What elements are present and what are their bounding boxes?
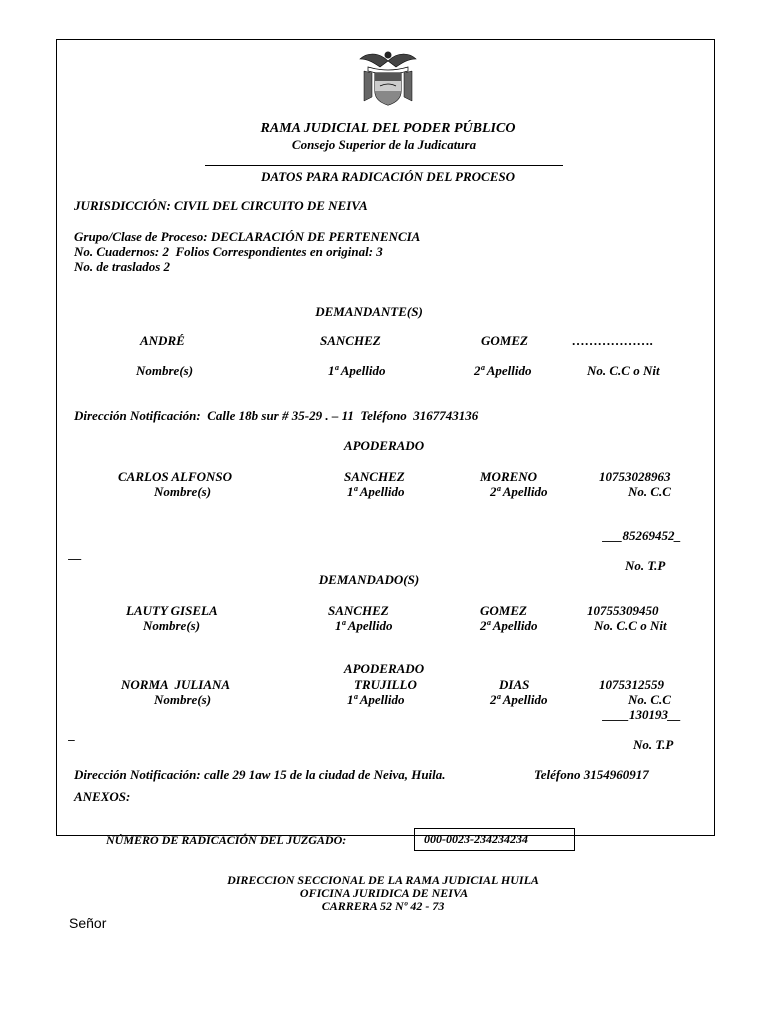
anexos-label: ANEXOS: (74, 789, 131, 804)
apoderado1-tp-value: ___85269452_ (603, 528, 681, 543)
apoderado1-nombre: CARLOS ALFONSO (118, 469, 233, 484)
demandante-label-apellido2: 2ª Apellido (474, 363, 532, 378)
demandado-id: 10755309450 (587, 603, 659, 618)
demandante-id: ………………. (572, 333, 654, 348)
page-subtitle: Consejo Superior de la Judicatura (291, 137, 477, 152)
apoderado2-label-apellido2: 2ª Apellido (490, 692, 548, 707)
notificacion-telefono: Teléfono 3154960917 (534, 767, 649, 782)
apoderado2-label-tp: No. T.P (633, 737, 674, 752)
apoderado2-id: 1075312559 (599, 677, 664, 692)
apoderado1-label-apellido2: 2ª Apellido (490, 484, 548, 499)
apoderado1-label-apellido1: 1ª Apellido (347, 484, 405, 499)
demandante-label-id: No. C.C o Nit (587, 363, 660, 378)
demandado-apellido2: GOMEZ (480, 603, 527, 618)
apoderado2-nombre: NORMA JULIANA (121, 677, 231, 692)
demandante-nombre: ANDRÉ (140, 333, 185, 348)
apoderado1-label-nombre: Nombre(s) (154, 484, 212, 499)
apoderado2-apellido2: DIAS (499, 677, 530, 692)
apoderado2-label-apellido1: 1ª Apellido (347, 692, 405, 707)
divider (205, 165, 563, 166)
apoderado1-label-id: No. C.C (628, 484, 671, 499)
section-title: DATOS PARA RADICACIÓN DEL PROCESO (260, 169, 516, 184)
apoderado2-tp-value: ____130193__ (603, 707, 681, 722)
notificacion-direccion: Dirección Notificación: calle 29 1aw 15 de la ciudad de Neiva, Huila. (74, 767, 446, 782)
demandado-label-nombre: Nombre(s) (143, 618, 201, 633)
apoderado1-apellido1: SANCHEZ (344, 469, 405, 484)
apoderado2-label-id: No. C.C (628, 692, 671, 707)
demandante-label-apellido1: 1ª Apellido (328, 363, 386, 378)
radicacion-label: NÚMERO DE RADICACIÓN DEL JUZGADO: (106, 833, 347, 847)
traslados-text: No. de traslados 2 (74, 259, 171, 274)
demandante-label-nombre: Nombre(s) (136, 363, 194, 378)
address-line-1: DIRECCION SECCIONAL DE LA RAMA JUDICIAL HUILA (227, 873, 539, 887)
address-line-2: OFICINA JURIDICA DE NEIVA (299, 886, 469, 900)
senor-text: Señor (69, 915, 107, 931)
demandado-label-apellido1: 1ª Apellido (335, 618, 393, 633)
apoderado1-label-tp: No. T.P (625, 558, 666, 573)
demandado-label-id: No. C.C o Nit (594, 618, 667, 633)
apoderado2-tp-dash: _ (69, 727, 76, 742)
radicacion-value: 000-0023-234234234 (424, 832, 528, 846)
demandado-apellido1: SANCHEZ (328, 603, 389, 618)
demandante-direccion: Dirección Notificación: Calle 18b sur # 35-29 . – 11 Teléfono 3167743136 (74, 408, 479, 423)
page-title: RAMA JUDICIAL DEL PODER PÚBLICO (260, 121, 516, 136)
jurisdiccion-text: JURISDICCIÓN: CIVIL DEL CIRCUITO DE NEIVA (74, 198, 368, 213)
demandante-apellido2: GOMEZ (481, 333, 528, 348)
demandado-heading: DEMANDADO(S) (318, 572, 420, 587)
coat-of-arms-icon (358, 45, 418, 107)
apoderado2-label-nombre: Nombre(s) (154, 692, 212, 707)
demandante-heading: DEMANDANTE(S) (315, 304, 423, 319)
address-line-3: CARRERA 52 Nº 42 - 73 (321, 899, 445, 913)
apoderado1-heading: APODERADO (343, 438, 425, 453)
apoderado2-heading: APODERADO (343, 661, 425, 676)
cuadernos-text: No. Cuadernos: 2 Folios Correspondientes en original: 3 (74, 244, 383, 259)
grupo-text: Grupo/Clase de Proceso: DECLARACIÓN DE PERTENENCIA (74, 229, 421, 244)
apoderado1-tp-dash: __ (69, 546, 82, 561)
demandado-nombre: LAUTY GISELA (126, 603, 218, 618)
demandado-label-apellido2: 2ª Apellido (480, 618, 538, 633)
apoderado2-apellido1: TRUJILLO (354, 677, 417, 692)
demandante-apellido1: SANCHEZ (320, 333, 381, 348)
apoderado1-apellido2: MORENO (480, 469, 538, 484)
apoderado1-id: 10753028963 (599, 469, 671, 484)
